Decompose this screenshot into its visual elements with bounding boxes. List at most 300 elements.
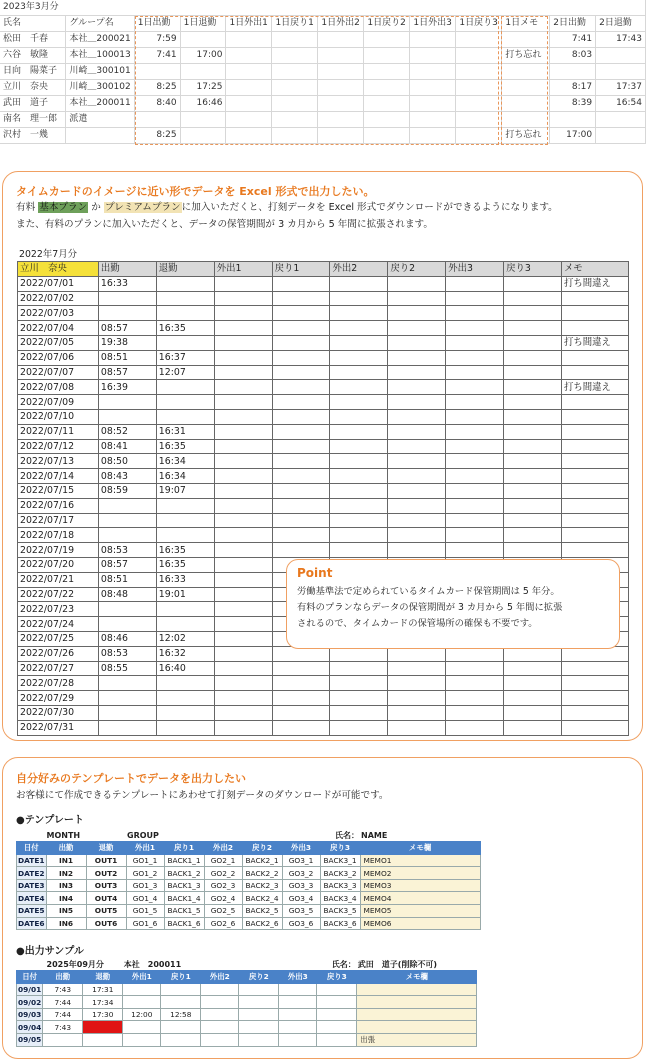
timecard-row [18,380,629,395]
sample-row [17,1021,477,1034]
template-header-cell: 戻り2 [242,842,282,855]
timecard-cell [156,306,214,321]
timecard-cell [504,483,562,498]
sample-cell [161,1034,201,1047]
sample-cell: 09/01 [18,984,42,994]
sample-cell [239,983,279,996]
sample-cell [239,1008,279,1021]
timecard-cell [446,424,504,439]
sample-cell [279,1034,317,1047]
timecard-cell [156,602,214,617]
timecard-cell: 08:41 [98,439,156,454]
template-meta-name: NAME [361,830,388,840]
sheet-cell: 17:43 [596,32,646,48]
sheet-cell: 本社＿100013 [66,48,134,64]
timecard-cell [98,395,156,410]
timecard-cell [272,409,330,424]
template-cell: GO3_2 [282,867,320,880]
sheet-header-cell: 1日メモ [502,16,550,32]
timecard-cell [446,350,504,365]
template-cell: GO3_5 [282,905,320,918]
template-header-row [17,842,481,855]
sample-cell: 7:43 [43,1021,83,1034]
timecard-cell: 16:34 [156,454,214,469]
timecard-cell [388,395,446,410]
timecard-cell [388,691,446,706]
point-title: Point [297,566,333,580]
sheet-cell: 六谷 敏隆 [0,48,66,64]
timecard-cell [504,661,562,676]
timecard-cell [504,335,562,350]
section1-heading: タイムカードのイメージに近い形でデータを Excel 形式で出力したい。 [16,185,375,198]
timecard-cell [388,720,446,735]
timecard-cell [388,424,446,439]
timecard-cell [388,321,446,336]
sample-cell [357,1008,477,1021]
timecard-cell [272,528,330,543]
timecard-cell [446,483,504,498]
sheet-cell: 日向 陽菜子 [0,64,66,80]
timecard-cell [562,454,629,469]
sample-cell [123,1034,161,1047]
timecard-cell [446,439,504,454]
timecard-cell [388,483,446,498]
sheet-cell [596,48,646,64]
template-row [17,854,481,867]
template-cell: DATE4 [18,893,45,903]
timecard-cell [330,306,388,321]
timecard-cell [330,424,388,439]
timecard-row [18,306,629,321]
timecard-cell [156,705,214,720]
timecard-header-cell: メモ [562,262,629,277]
timecard-cell [214,439,272,454]
timecard-row [18,513,629,528]
template-cell: MEMO2 [360,867,480,880]
timecard-cell [98,602,156,617]
sample-cell [161,996,201,1009]
template-cell: GO1_3 [126,879,164,892]
sheet-cell: 立川 奈央 [0,80,66,96]
timecard-cell [562,705,629,720]
timecard-cell [446,335,504,350]
timecard-cell [98,720,156,735]
template-header-cell: 日付 [17,842,47,855]
sample-cell [317,996,357,1009]
timecard-cell [562,498,629,513]
sheet-header-cell: 氏名 [0,16,66,32]
template-cell: BACK2_4 [242,892,282,905]
sheet-title: 2023年3月分 [0,0,646,16]
sample-header-cell: 外出2 [201,971,239,984]
sample-header-row [17,971,477,984]
sample-header-cell: 戻り3 [317,971,357,984]
timecard-row [18,350,629,365]
timecard-cell [214,617,272,632]
template-cell: BACK3_3 [320,879,360,892]
timecard-cell: 08:51 [98,572,156,587]
template-cell: BACK1_5 [164,905,204,918]
timecard-cell [446,676,504,691]
timecard-cell [330,454,388,469]
timecard-cell [330,483,388,498]
timecard-cell: 19:01 [156,587,214,602]
template-cell: GO3_3 [282,879,320,892]
timecard-cell [504,395,562,410]
sample-header-cell: 外出1 [123,971,161,984]
timecard-cell [272,335,330,350]
template-header-cell: 外出1 [126,842,164,855]
timecard-cell: 08:57 [98,365,156,380]
timecard-cell [446,276,504,291]
sheet-cell: 打ち忘れ [502,48,550,64]
sheet-cell: 17:25 [180,80,226,96]
timecard-cell: 2022/07/18 [18,528,99,543]
timecard-cell [156,528,214,543]
timecard-cell [156,409,214,424]
timecard-cell [214,557,272,572]
sample-cell [43,1034,83,1047]
timecard-cell [214,646,272,661]
timecard-cell: 16:39 [98,380,156,395]
timecard-cell [562,365,629,380]
timecard-cell: 2022/07/28 [18,676,99,691]
timecard-cell [214,572,272,587]
sheet-cell: 打ち忘れ [502,128,550,144]
timecard-cell [98,291,156,306]
timecard-cell [156,291,214,306]
sheet-header-cell: 1日外出3 [410,16,456,32]
timecard-cell [562,513,629,528]
template-cell: IN4 [46,892,86,905]
sheet-cell: 17:00 [550,128,596,144]
sample-cell [161,1021,201,1034]
sheet-header-cell: 2日退勤 [596,16,646,32]
timecard-cell: 16:35 [156,543,214,558]
timecard-cell [388,676,446,691]
timecard-cell [446,661,504,676]
timecard-cell [388,454,446,469]
sample-cell [317,983,357,996]
timecard-cell [446,365,504,380]
template-cell: BACK3_6 [320,917,360,930]
timecard-cell: 2022/07/15 [18,483,99,498]
timecard-row [18,276,629,291]
template-cell: BACK3_1 [320,854,360,867]
template-cell: DATE6 [18,918,45,928]
sheet-cell: 武田 道子 [0,96,66,112]
timecard-cell [214,602,272,617]
sample-header-cell: 日付 [17,971,43,984]
template-header-cell: 外出3 [282,842,320,855]
timecard-cell [446,705,504,720]
timecard-cell [98,498,156,513]
timecard-cell [330,409,388,424]
template-cell: IN3 [46,879,86,892]
timecard-cell [504,350,562,365]
timecard-cell [562,691,629,706]
timecard-row [18,291,629,306]
timecard-cell [504,439,562,454]
sheet-header-cell: 1日戻り3 [456,16,502,32]
template-cell: GO2_1 [204,854,242,867]
sample-cell [123,983,161,996]
timecard-cell [272,691,330,706]
timecard-cell [388,705,446,720]
timecard-cell [330,395,388,410]
sheet-cell [550,64,596,80]
timecard-cell [214,498,272,513]
timecard-cell [330,365,388,380]
timecard-row [18,720,629,735]
sheet-header-cell: 1日戻り1 [272,16,318,32]
sample-cell [317,1034,357,1047]
timecard-cell [156,395,214,410]
sheet-cell [596,64,646,80]
timecard-cell [504,276,562,291]
sample-cell: 17:31 [83,983,123,996]
timecard-cell [504,409,562,424]
timecard-cell [330,720,388,735]
template-cell: BACK2_3 [242,879,282,892]
timecard-cell [562,291,629,306]
timecard-cell [272,454,330,469]
timecard-cell [156,276,214,291]
template-cell: BACK1_2 [164,867,204,880]
sample-cell: 12:00 [123,1008,161,1021]
timecard-cell: 2022/07/02 [18,291,99,306]
timecard-cell [562,676,629,691]
template-cell: GO2_3 [204,879,242,892]
sheet-cell: 8:40 [134,96,180,112]
template-row [17,917,481,930]
timecard-cell: 2022/07/26 [18,646,99,661]
timecard-cell [388,528,446,543]
timecard-cell [330,691,388,706]
timecard-cell [214,631,272,646]
template-cell: DATE3 [18,881,45,891]
timecard-cell [214,513,272,528]
timecard-cell [214,321,272,336]
timecard-cell [214,380,272,395]
timecard-cell [98,691,156,706]
timecard-cell [214,365,272,380]
timecard-cell [388,439,446,454]
sample-header-cell: 戻り1 [161,971,201,984]
sample-cell: 09/03 [18,1010,42,1020]
sample-row [17,1034,477,1047]
timecard-cell [214,543,272,558]
timecard-cell: 08:57 [98,321,156,336]
timecard-cell [388,661,446,676]
timecard-cell [330,513,388,528]
timecard-row [18,469,629,484]
timecard-cell [446,306,504,321]
template-cell: BACK1_3 [164,879,204,892]
template-cell: GO2_5 [204,905,242,918]
timecard-cell [272,321,330,336]
timecard-header-cell: 戻り1 [272,262,330,277]
timecard-cell: 08:57 [98,557,156,572]
timecard-cell [562,528,629,543]
sample-cell: 09/04 [18,1022,42,1032]
sample-meta-name: 武田 道子(削除不可) [357,959,438,969]
sheet-cell: 派遣 [66,112,134,128]
timecard-cell [504,513,562,528]
timecard-cell [98,676,156,691]
timecard-cell [272,513,330,528]
timecard-cell [214,409,272,424]
timecard-cell: 2022/07/03 [18,306,99,321]
timecard-row [18,409,629,424]
sample-row [17,1008,477,1021]
sheet-cell: 本社＿200011 [66,96,134,112]
timecard-cell [272,365,330,380]
template-cell: IN6 [46,917,86,930]
timecard-row [18,543,629,558]
timecard-cell [330,705,388,720]
timecard-cell [330,661,388,676]
sheet-header-cell: 1日外出1 [226,16,272,32]
template-cell: BACK2_1 [242,854,282,867]
template-meta-month: MONTH [46,830,81,840]
template-cell: GO2_4 [204,892,242,905]
section1-line2: また、有料のプランに加入いただくと、データの保管期間が 3 カ月から 5 年間に拡張されます。 [16,219,433,230]
timecard-cell [156,498,214,513]
timecard-cell [562,483,629,498]
timecard-cell [98,528,156,543]
template-cell: BACK2_2 [242,867,282,880]
timecard-cell [388,469,446,484]
timecard-cell [504,498,562,513]
timecard-cell [214,395,272,410]
template-cell: MEMO1 [360,854,480,867]
timecard-cell [504,705,562,720]
sample-cell [279,983,317,996]
timecard-cell [272,705,330,720]
sample-header-cell: 戻り2 [239,971,279,984]
template-header-cell: 戻り3 [320,842,360,855]
timecard-cell [98,306,156,321]
timecard-cell: 打ち間違え [562,276,629,291]
sample-cell: 7:43 [43,983,83,996]
timecard-cell: 打ち間違え [562,335,629,350]
timecard-cell [156,676,214,691]
timecard-cell [272,380,330,395]
timecard-cell [446,691,504,706]
timecard-cell [272,498,330,513]
timecard-cell [330,528,388,543]
timecard-cell [214,306,272,321]
timecard-cell [272,350,330,365]
sample-cell: 09/05 [18,1035,42,1045]
sheet-cell: 8:25 [134,80,180,96]
timecard-cell: 2022/07/06 [18,350,99,365]
timecard-cell [388,498,446,513]
timecard-cell: 16:32 [156,646,214,661]
sheet-cell: 8:17 [550,80,596,96]
template-cell: DATE5 [18,906,45,916]
sample-cell [201,996,239,1009]
sample-cell [239,1034,279,1047]
sheet-header-cell: 1日戻り2 [364,16,410,32]
sheet-header-cell: グループ名 [66,16,134,32]
timecard-cell [272,276,330,291]
timecard-cell [214,705,272,720]
timecard-cell: 08:48 [98,587,156,602]
timecard-cell: 2022/07/27 [18,661,99,676]
timecard-row [18,335,629,350]
timecard-cell: 16:31 [156,424,214,439]
timecard-cell: 08:55 [98,661,156,676]
timecard-cell: 16:34 [156,469,214,484]
sample-cell [123,1021,161,1034]
timecard-cell: 16:33 [156,572,214,587]
template-header-cell: 出勤 [46,842,86,855]
timecard-cell [98,705,156,720]
timecard-cell [214,661,272,676]
timecard-cell [504,380,562,395]
timecard-cell: 08:53 [98,646,156,661]
point-line-1: 労働基準法で定められているタイムカード保管期間は 5 年分。 [297,586,560,597]
timecard-row [18,321,629,336]
sample-cell [357,1021,477,1034]
sample-table [16,958,477,1047]
timecard-cell: 2022/07/31 [18,720,99,735]
timecard-cell [272,543,330,558]
sheet-cell: 川崎＿300101 [66,64,134,80]
timecard-cell [446,380,504,395]
timecard-cell [388,276,446,291]
sheet-cell: 8:03 [550,48,596,64]
sample-meta-group: 本社 200011 [123,959,182,969]
timecard-row [18,454,629,469]
timecard-header-cell: 出勤 [98,262,156,277]
sample-cell: 出張 [357,1034,477,1047]
sample-cell [317,1008,357,1021]
timecard-cell [214,335,272,350]
sample-meta-month: 2025年09月分 [46,959,104,969]
sheet-cell: 7:59 [134,32,180,48]
template-cell: GO2_2 [204,867,242,880]
template-cell: OUT2 [86,867,126,880]
sheet-cell: 16:46 [180,96,226,112]
timecard-cell: 2022/07/07 [18,365,99,380]
sample-cell [161,983,201,996]
timecard-row [18,498,629,513]
timecard-cell [214,720,272,735]
section2-heading: 自分好みのテンプレートでデータを出力したい [16,772,247,785]
timecard-cell: 16:35 [156,321,214,336]
timecard-cell: 2022/07/30 [18,705,99,720]
timecard-cell [98,617,156,632]
timecard-cell [446,513,504,528]
sample-cell [357,983,477,996]
template-cell: MEMO4 [360,892,480,905]
timecard-cell [562,306,629,321]
timecard-cell [562,439,629,454]
timecard-cell [156,691,214,706]
sample-cell: 12:58 [161,1008,201,1021]
timecard-cell: 2022/07/10 [18,409,99,424]
timecard-cell [504,720,562,735]
sheet-cell [550,112,596,128]
plan-premium-badge: プレミアムプラン [104,202,181,213]
timecard-cell [446,543,504,558]
timecard-row [18,439,629,454]
sample-header-cell: メモ欄 [357,971,477,984]
sample-cell [201,983,239,996]
